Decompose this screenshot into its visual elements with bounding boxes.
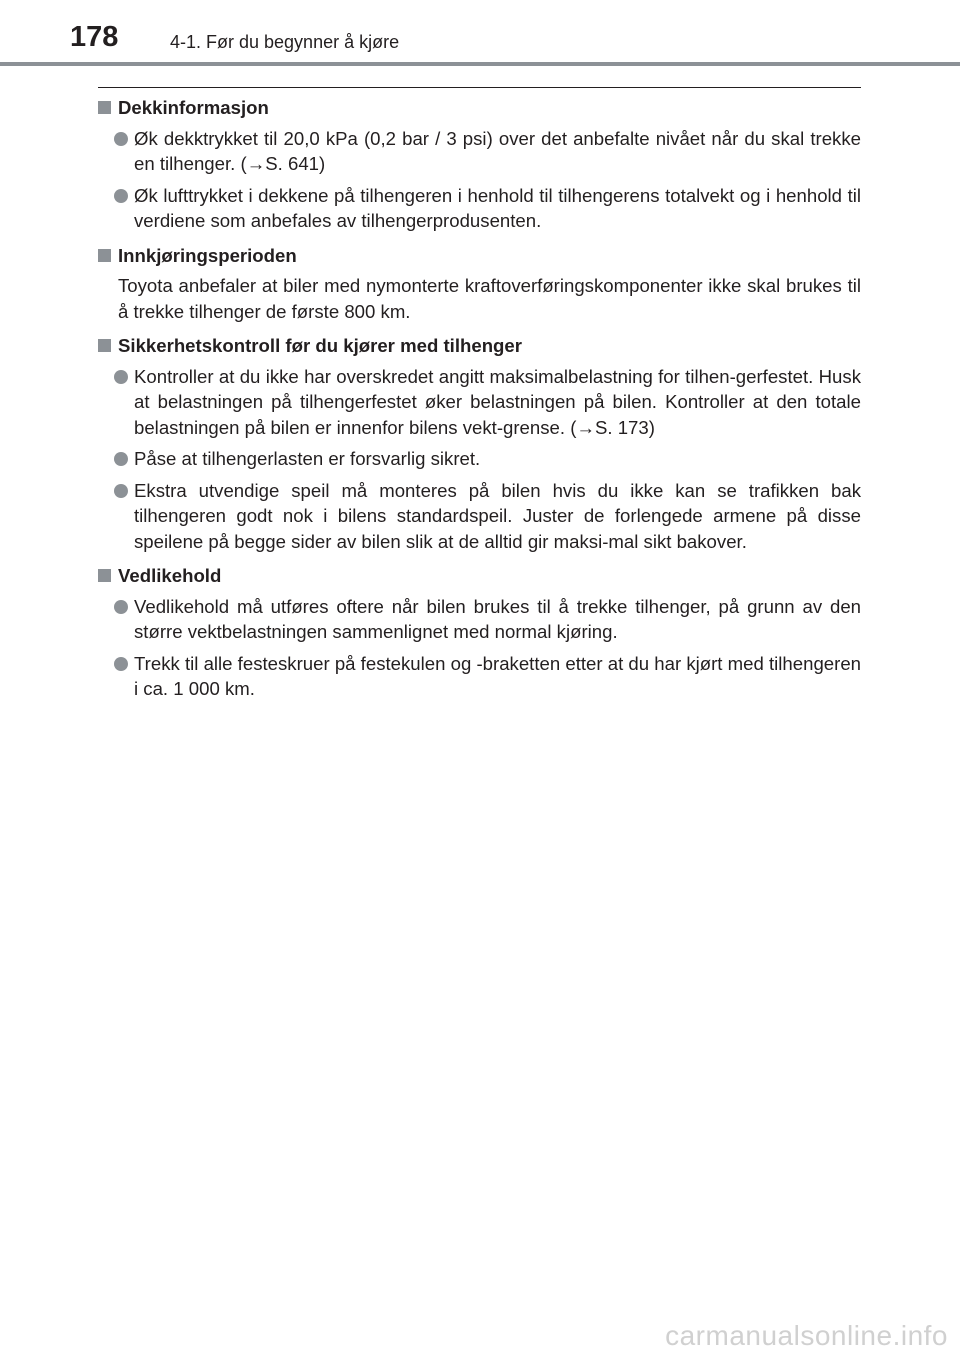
list-item <box>98 446 861 472</box>
circle-bullet-icon <box>114 370 128 384</box>
square-bullet-icon <box>98 101 111 114</box>
header-rule <box>0 62 960 66</box>
list-item <box>98 594 861 645</box>
section-heading <box>98 333 861 359</box>
section-heading-text: Dekkinformasjon <box>118 97 269 118</box>
list-item-text: Trekk til alle festeskruer på festekulen og -braketten etter at du har kjørt med tilhengeren i ca. 1 000 km. <box>134 652 861 699</box>
section-heading <box>98 95 861 121</box>
section-sikkerhetskontroll <box>98 333 861 554</box>
list-item <box>98 651 861 702</box>
square-bullet-icon <box>98 569 111 582</box>
section-dekkinformasjon <box>98 95 861 234</box>
list-item <box>98 126 861 177</box>
circle-bullet-icon <box>114 132 128 146</box>
list-item-text: Øk lufttrykket i dekkene på tilhengeren i henhold til tilhengerens totalvekt og i henhold til verdiene som anbefales av tilhengerprodusenten. <box>134 184 861 231</box>
circle-bullet-icon <box>114 484 128 498</box>
circle-bullet-icon <box>114 189 128 203</box>
page-content <box>98 95 861 708</box>
section-heading-text: Sikkerhetskontroll før du kjører med tilhenger <box>118 335 522 356</box>
page-number: 178 <box>70 21 119 53</box>
section-innkjoringsperioden <box>98 243 861 325</box>
circle-bullet-icon <box>114 657 128 671</box>
section-heading <box>98 563 861 589</box>
list-item-text: Ekstra utvendige speil må monteres på bilen hvis du ikke kan se trafikken bak tilhengeren godt nok i bilens standardspeil. Juster de forlengede armene på disse speilene på begge sider av bilen slik at de alltid gir maksi-mal sikt bakover. <box>134 479 861 552</box>
page-header <box>0 0 960 66</box>
square-bullet-icon <box>98 249 111 262</box>
list-item-text: Påse at tilhengerlasten er forsvarlig sikret. <box>134 448 481 469</box>
list-item-text: Kontroller at du ikke har overskredet angitt maksimalbelastning for tilhen-gerfestet. Husk at belastningen på tilhengerfestet øker belastningen på bilen. Kontroller at den totale belastningen på bilen er innenfor bilens vekt-grense. (→S. 173) <box>134 365 861 438</box>
list-item-text: Øk dekktrykket til 20,0 kPa (0,2 bar / 3 psi) over det anbefalte nivået når du skal trekke en tilhenger. (→S. 641) <box>134 127 861 174</box>
list-item <box>98 183 861 234</box>
section-heading-text: Innkjøringsperioden <box>118 244 297 266</box>
chapter-title: 4-1. Før du begynner å kjøre <box>170 32 400 52</box>
list-item-text: Vedlikehold må utføres oftere når bilen brukes til å trekke tilhenger, på grunn av den større vektbelastningen sammenlignet med normal kjøring. <box>134 595 861 642</box>
section-heading-text: Vedlikehold <box>118 565 222 586</box>
content-top-rule <box>98 87 861 88</box>
square-bullet-icon <box>98 339 111 352</box>
list-item <box>98 364 861 441</box>
watermark: carmanualsonline.info <box>665 1320 948 1351</box>
circle-bullet-icon <box>114 452 128 466</box>
circle-bullet-icon <box>114 600 128 614</box>
section-paragraph: Toyota anbefaler at biler med nymonterte kraftoverføringskomponenter ikke skal brukes til å trekke tilhenger de første 800 km. <box>118 275 861 322</box>
section-vedlikehold <box>98 563 861 702</box>
section-heading <box>98 243 861 269</box>
list-item <box>98 478 861 555</box>
